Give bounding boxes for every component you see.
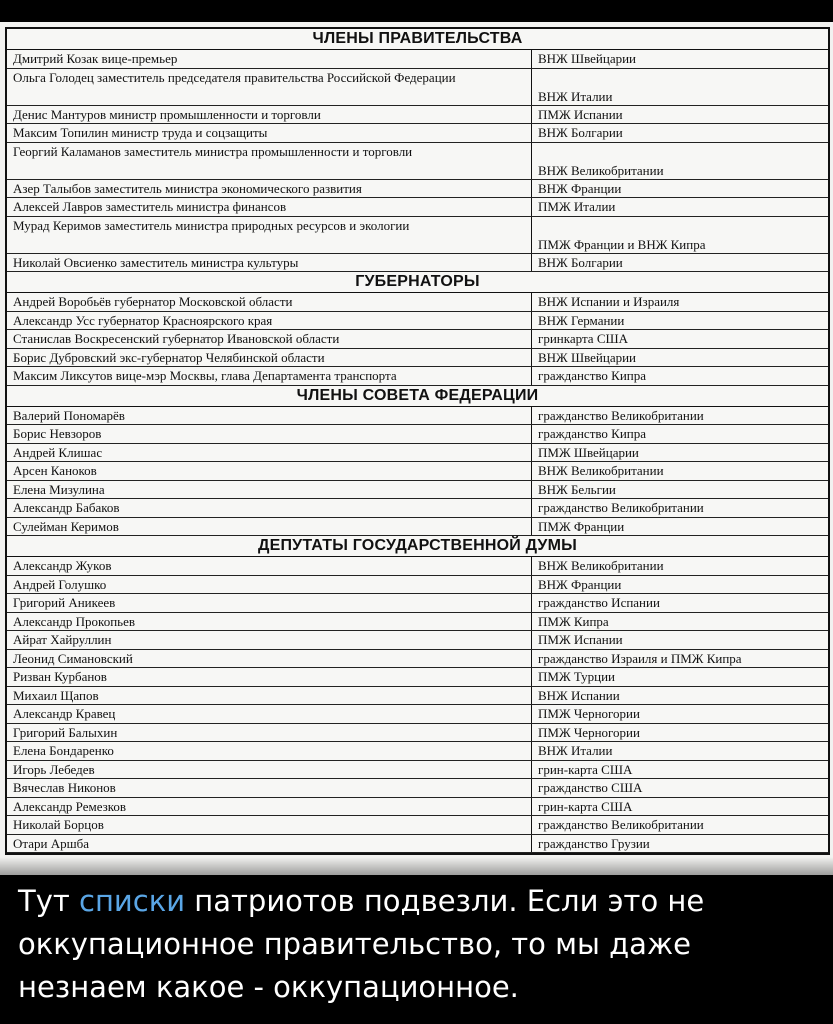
row-name: Леонид Симановский: [7, 650, 532, 668]
row-name: Дмитрий Козак вице-премьер: [7, 50, 532, 68]
row-name: Николай Борцов: [7, 816, 532, 834]
row-status: гражданство Великобритании: [538, 817, 704, 833]
row-name: Андрей Голушко: [7, 576, 532, 594]
row-status: ВНЖ Франции: [538, 576, 622, 592]
row-name: Елена Мизулина: [7, 481, 532, 499]
image-bottom-fade: [0, 857, 833, 875]
table-row: [7, 594, 828, 613]
row-name: Арсен Каноков: [7, 462, 532, 480]
row-name: Борис Невзоров: [7, 425, 532, 443]
row-name: Андрей Воробьёв губернатор Московской области: [7, 293, 532, 311]
row-name: Отари Аршба: [7, 835, 532, 853]
post-image[interactable]: [0, 22, 833, 875]
row-status: гражданство Кипра: [538, 368, 647, 384]
row-name: Ольга Голодец заместитель председателя правительства Российской Федерации: [7, 69, 532, 105]
row-name: Валерий Пономарёв: [7, 407, 532, 425]
row-status: ВНЖ Болгарии: [538, 125, 623, 141]
row-name: Михаил Щапов: [7, 687, 532, 705]
row-name: Николай Овсиенко заместитель министра культуры: [7, 254, 532, 272]
row-name: Елена Бондаренко: [7, 742, 532, 760]
table-row: [7, 816, 828, 835]
row-status: гражданство Кипра: [538, 426, 647, 442]
section-title-government: ЧЛЕНЫ ПРАВИТЕЛЬСТВА: [7, 29, 828, 50]
row-status: ПМЖ Черногории: [538, 706, 640, 722]
row-name: Александр Усс губернатор Красноярского края: [7, 312, 532, 330]
table-row: [7, 444, 828, 463]
row-status: ПМЖ Франции и ВНЖ Кипра: [538, 236, 706, 252]
table-row: [7, 407, 828, 426]
table-row: [7, 349, 828, 368]
table-row: [7, 180, 828, 199]
table-row: [7, 724, 828, 743]
table-row: [7, 499, 828, 518]
table-row: [7, 124, 828, 143]
row-status: ВНЖ Испании: [538, 687, 620, 703]
row-name: Александр Жуков: [7, 557, 532, 575]
row-name: Игорь Лебедев: [7, 761, 532, 779]
post-caption: [18, 880, 818, 1009]
row-status: ПМЖ Италии: [538, 199, 616, 215]
table-row: [7, 217, 828, 254]
row-status: ВНЖ Германии: [538, 312, 625, 328]
row-name: Вячеслав Никонов: [7, 779, 532, 797]
table-row: [7, 742, 828, 761]
row-status: грин-карта США: [538, 761, 633, 777]
section-title-governors: ГУБЕРНАТОРЫ: [7, 272, 828, 293]
row-status: ВНЖ Италии: [538, 743, 613, 759]
table-row: [7, 576, 828, 595]
row-name: Айрат Хайруллин: [7, 631, 532, 649]
row-status: ВНЖ Италии: [538, 88, 613, 104]
table-row: [7, 69, 828, 106]
table-row: [7, 518, 828, 537]
table-row: [7, 557, 828, 576]
row-status: ВНЖ Великобритании: [538, 558, 664, 574]
table-row: [7, 650, 828, 669]
row-status: ВНЖ Швейцарии: [538, 349, 637, 365]
section-title-federation-council: ЧЛЕНЫ СОВЕТА ФЕДЕРАЦИИ: [7, 386, 828, 407]
document-table: [5, 27, 830, 855]
table-row: [7, 631, 828, 650]
table-row: [7, 367, 828, 386]
table-row: [7, 198, 828, 217]
table-row: [7, 705, 828, 724]
row-name: Александр Прокопьев: [7, 613, 532, 631]
table-row: [7, 761, 828, 780]
row-name: Андрей Клишас: [7, 444, 532, 462]
row-status: ВНЖ Великобритании: [538, 463, 664, 479]
row-status: гринкарта США: [538, 331, 628, 347]
row-name: Григорий Аникеев: [7, 594, 532, 612]
table-row: [7, 779, 828, 798]
row-status: ПМЖ Швейцарии: [538, 444, 639, 460]
row-status: ПМЖ Турции: [538, 669, 616, 685]
table-row: [7, 668, 828, 687]
row-name: Ризван Курбанов: [7, 668, 532, 686]
row-name: Борис Дубровский экс-губернатор Челябинской области: [7, 349, 532, 367]
row-name: Максим Ликсутов вице-мэр Москвы, глава Департамента транспорта: [7, 367, 532, 385]
row-name: Максим Топилин министр труда и соцзащиты: [7, 124, 532, 142]
row-name: Мурад Керимов заместитель министра природных ресурсов и экологии: [7, 217, 532, 253]
row-name: Георгий Каламанов заместитель министра промышленности и торговли: [7, 143, 532, 179]
row-status: гражданство Грузии: [538, 835, 650, 851]
row-status: ВНЖ Испании и Израиля: [538, 294, 680, 310]
row-status: ВНЖ Франции: [538, 180, 622, 196]
row-name: Александр Ремезков: [7, 798, 532, 816]
row-status: ПМЖ Испании: [538, 106, 623, 122]
row-status: ПМЖ Черногории: [538, 724, 640, 740]
row-status: ВНЖ Бельгии: [538, 481, 616, 497]
caption-text-before: Тут: [18, 884, 79, 918]
row-name: Алексей Лавров заместитель министра финансов: [7, 198, 532, 216]
row-status: ВНЖ Великобритании: [538, 162, 664, 178]
row-name: Григорий Балыхин: [7, 724, 532, 742]
top-bar: [0, 0, 833, 22]
row-status: ВНЖ Болгарии: [538, 254, 623, 270]
table-row: [7, 481, 828, 500]
row-name: Александр Бабаков: [7, 499, 532, 517]
caption-text-after: патриотов подвезли. Если это не оккупационное правительство, то мы даже незнаем какое - оккупационное.: [18, 884, 705, 1004]
table-row: [7, 835, 828, 854]
row-status: ВНЖ Швейцарии: [538, 51, 637, 67]
row-status: грин-карта США: [538, 798, 633, 814]
row-name: Александр Кравец: [7, 705, 532, 723]
table-row: [7, 798, 828, 817]
row-status: гражданство Великобритании: [538, 407, 704, 423]
row-status: ПМЖ Кипра: [538, 613, 609, 629]
table-row: [7, 50, 828, 69]
section-title-state-duma: ДЕПУТАТЫ ГОСУДАРСТВЕННОЙ ДУМЫ: [7, 536, 828, 557]
row-name: Станислав Воскресенский губернатор Ивановской области: [7, 330, 532, 348]
table-row: [7, 330, 828, 349]
table-row: [7, 687, 828, 706]
table-row: [7, 462, 828, 481]
row-status: ПМЖ Испании: [538, 632, 623, 648]
table-row: [7, 312, 828, 331]
row-status: ПМЖ Франции: [538, 518, 625, 534]
table-row: [7, 425, 828, 444]
table-row: [7, 293, 828, 312]
row-status: гражданство Великобритании: [538, 500, 704, 516]
row-status: гражданство США: [538, 780, 643, 796]
table-row: [7, 254, 828, 273]
table-row: [7, 106, 828, 125]
row-name: Сулейман Керимов: [7, 518, 532, 536]
row-name: Азер Талыбов заместитель министра экономического развития: [7, 180, 532, 198]
caption-link[interactable]: списки: [79, 884, 186, 918]
row-name: Денис Мантуров министр промышленности и торговли: [7, 106, 532, 124]
row-status: гражданство Израиля и ПМЖ Кипра: [538, 650, 742, 666]
table-row: [7, 143, 828, 180]
row-status: гражданство Испании: [538, 595, 660, 611]
table-row: [7, 613, 828, 632]
